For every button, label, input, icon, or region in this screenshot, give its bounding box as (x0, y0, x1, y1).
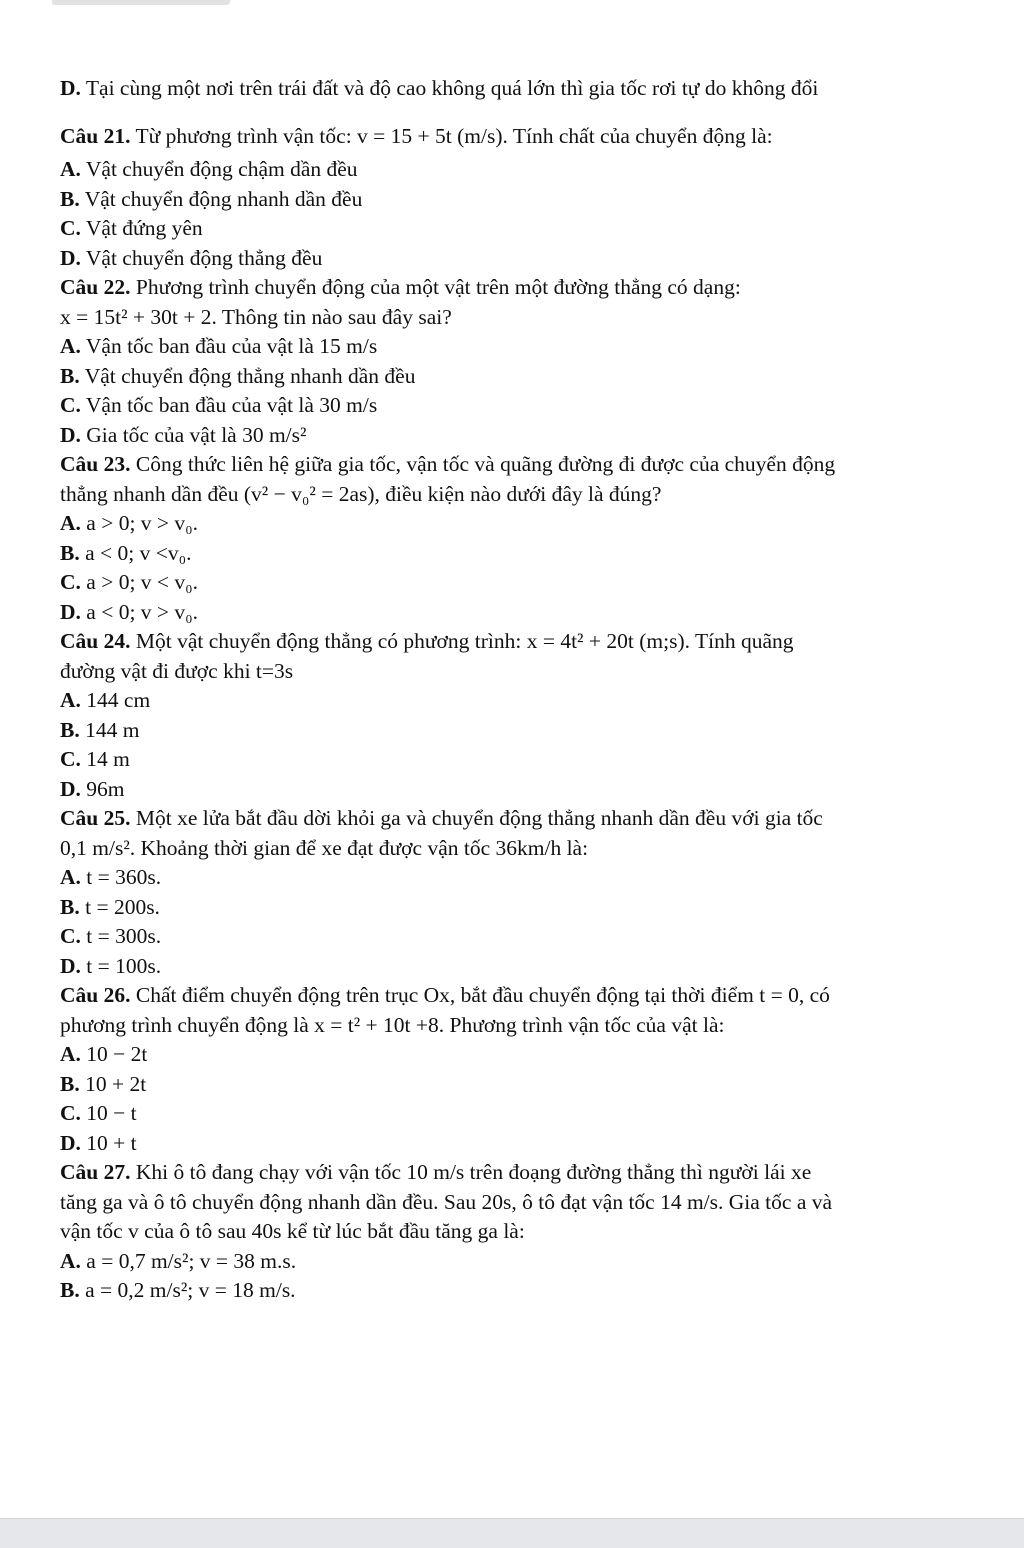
option-label: C. (60, 570, 81, 594)
question-label: Câu 26. (60, 983, 131, 1007)
option-label: A. (60, 157, 81, 181)
question-label: Câu 21. (60, 123, 131, 148)
option-label: B. (60, 363, 80, 388)
option-text: Vật đứng yên (80, 216, 203, 240)
option-line (60, 686, 1005, 716)
option-line (60, 1099, 1005, 1129)
question-continuation (60, 480, 1005, 510)
option-label: B. (60, 717, 80, 742)
option-text: 10 + 2t (79, 1071, 147, 1096)
question-label: Câu 24. (60, 629, 131, 653)
option-line (60, 716, 1005, 746)
question-text: vận tốc v của ô tô sau 40s kể từ lúc bắt đầu tăng ga là: (60, 1219, 525, 1243)
option-label: A. (60, 688, 81, 712)
option-line (60, 332, 1005, 362)
option-line (60, 1040, 1005, 1070)
question-line (60, 804, 1005, 834)
option-text: 144 cm (80, 688, 151, 712)
option-text: Vật chuyển động thẳng nhanh dần đều (79, 363, 416, 388)
option-text: t = 100s. (80, 953, 162, 978)
option-label: A. (60, 1248, 81, 1273)
question-label: Câu 27. (60, 1160, 131, 1184)
question-text: Một vật chuyển động thẳng có phương trình: x = 4t² + 20t (m;s). Tính quãng (130, 629, 794, 653)
option-text: t = 360s. (80, 865, 162, 889)
question-text: đường vật đi được khi t=3s (60, 658, 294, 683)
option-text: Gia tốc của vật là 30 m/s² (80, 422, 307, 447)
option-line (60, 74, 1005, 104)
option-label: B. (60, 1278, 80, 1302)
option-label: A. (60, 1042, 81, 1066)
option-line (60, 598, 1005, 628)
question-text: Phương trình chuyển động của một vật trên một đường thẳng có dạng: (130, 275, 741, 299)
option-text: 14 m (80, 747, 130, 771)
option-line (60, 1129, 1005, 1159)
option-label: C. (60, 216, 81, 240)
option-line (60, 509, 1005, 539)
option-text: a < 0; v > v₀. (80, 599, 199, 624)
option-label: A. (60, 511, 81, 535)
option-label: D. (60, 422, 81, 447)
option-line (60, 214, 1005, 244)
option-text: a > 0; v > v₀. (80, 511, 199, 535)
option-line (60, 362, 1005, 392)
question-continuation (60, 1188, 1005, 1218)
option-text: 10 − 2t (80, 1042, 148, 1066)
question-label: Câu 23. (60, 452, 131, 476)
option-label: B. (60, 894, 80, 919)
option-label: A. (60, 865, 81, 889)
question-text: Công thức liên hệ giữa gia tốc, vận tốc và quãng đường đi được của chuyển động (130, 452, 836, 476)
option-text: a = 0,2 m/s²; v = 18 m/s. (79, 1278, 296, 1302)
question-line (60, 981, 1005, 1011)
option-line (60, 155, 1005, 185)
option-text: t = 200s. (79, 894, 160, 919)
question-line (60, 450, 1005, 480)
option-text: a = 0,7 m/s²; v = 38 m.s. (80, 1248, 297, 1273)
option-label: C. (60, 393, 81, 417)
option-text: 10 + t (80, 1130, 137, 1155)
option-label: C. (60, 1101, 81, 1125)
option-line (60, 539, 1005, 569)
question-line (60, 273, 1005, 303)
option-text: t = 300s. (80, 924, 162, 948)
option-text: 144 m (79, 717, 140, 742)
question-line (60, 627, 1005, 657)
option-text: a > 0; v < v₀. (80, 570, 199, 594)
question-text: Một xe lửa bắt đầu dời khỏi ga và chuyển động thẳng nhanh dần đều với gia tốc (130, 806, 823, 830)
document-page (60, 74, 1005, 1306)
question-text: Khi ô tô đang chạy với vận tốc 10 m/s trên đoạng đường thẳng thì người lái xe (130, 1160, 812, 1184)
option-text: a < 0; v <v₀. (79, 540, 192, 565)
option-label: B. (60, 540, 80, 565)
option-text: Vật chuyển động nhanh dần đều (79, 186, 363, 211)
question-text: tăng ga và ô tô chuyển động nhanh dần đều. Sau 20s, ô tô đạt vận tốc 14 m/s. Gia tốc a và (60, 1189, 833, 1214)
option-line (60, 893, 1005, 923)
option-text: Vật chuyển động chậm dần đều (80, 157, 358, 181)
question-text: phương trình chuyển động là x = t² + 10t +8. Phương trình vận tốc của vật là: (60, 1012, 725, 1037)
option-text: Vật chuyển động thẳng đều (80, 245, 323, 270)
question-label: Câu 25. (60, 806, 131, 830)
option-line (60, 775, 1005, 805)
option-text: 10 − t (80, 1101, 137, 1125)
option-label: D. (60, 599, 81, 624)
option-line (60, 745, 1005, 775)
option-line (60, 1070, 1005, 1100)
option-label: D. (60, 953, 81, 978)
option-text: Vận tốc ban đầu của vật là 15 m/s (80, 334, 378, 358)
option-line (60, 1247, 1005, 1277)
option-line (60, 568, 1005, 598)
option-label: D. (60, 76, 81, 100)
option-label: B. (60, 1071, 80, 1096)
option-label: D. (60, 1130, 81, 1155)
option-label: C. (60, 747, 81, 771)
bottom-toolbar-strip (0, 1518, 1024, 1548)
question-continuation (60, 834, 1005, 864)
option-line (60, 952, 1005, 982)
option-label: C. (60, 924, 81, 948)
option-line (60, 421, 1005, 451)
question-continuation (60, 1217, 1005, 1247)
option-line (60, 391, 1005, 421)
question-label: Câu 22. (60, 275, 131, 299)
option-line (60, 244, 1005, 274)
question-continuation (60, 657, 1005, 687)
question-line (60, 122, 1005, 152)
top-edge-bar (52, 0, 230, 5)
option-label: D. (60, 245, 81, 270)
question-text: thẳng nhanh dần đều (v² − v₀² = 2as), điều kiện nào dưới đây là đúng? (60, 481, 662, 506)
option-label: B. (60, 186, 80, 211)
question-text: Từ phương trình vận tốc: v = 15 + 5t (m/s). Tính chất của chuyển động là: (130, 123, 773, 148)
option-label: A. (60, 334, 81, 358)
question-continuation (60, 303, 1005, 333)
question-text: Chất điểm chuyển động trên trục Ox, bắt đầu chuyển động tại thời điểm t = 0, có (130, 983, 830, 1007)
option-text: Tại cùng một nơi trên trái đất và độ cao không quá lớn thì gia tốc rơi tự do không đổi (80, 76, 819, 100)
option-text: 96m (80, 776, 125, 801)
question-line (60, 1158, 1005, 1188)
option-line (60, 185, 1005, 215)
question-text: x = 15t² + 30t + 2. Thông tin nào sau đây sai? (60, 304, 452, 329)
option-text: Vận tốc ban đầu của vật là 30 m/s (80, 393, 378, 417)
option-label: D. (60, 776, 81, 801)
question-text: 0,1 m/s². Khoảng thời gian để xe đạt được vận tốc 36km/h là: (60, 835, 589, 860)
option-line (60, 863, 1005, 893)
option-line (60, 1276, 1005, 1306)
option-line (60, 922, 1005, 952)
question-continuation (60, 1011, 1005, 1041)
